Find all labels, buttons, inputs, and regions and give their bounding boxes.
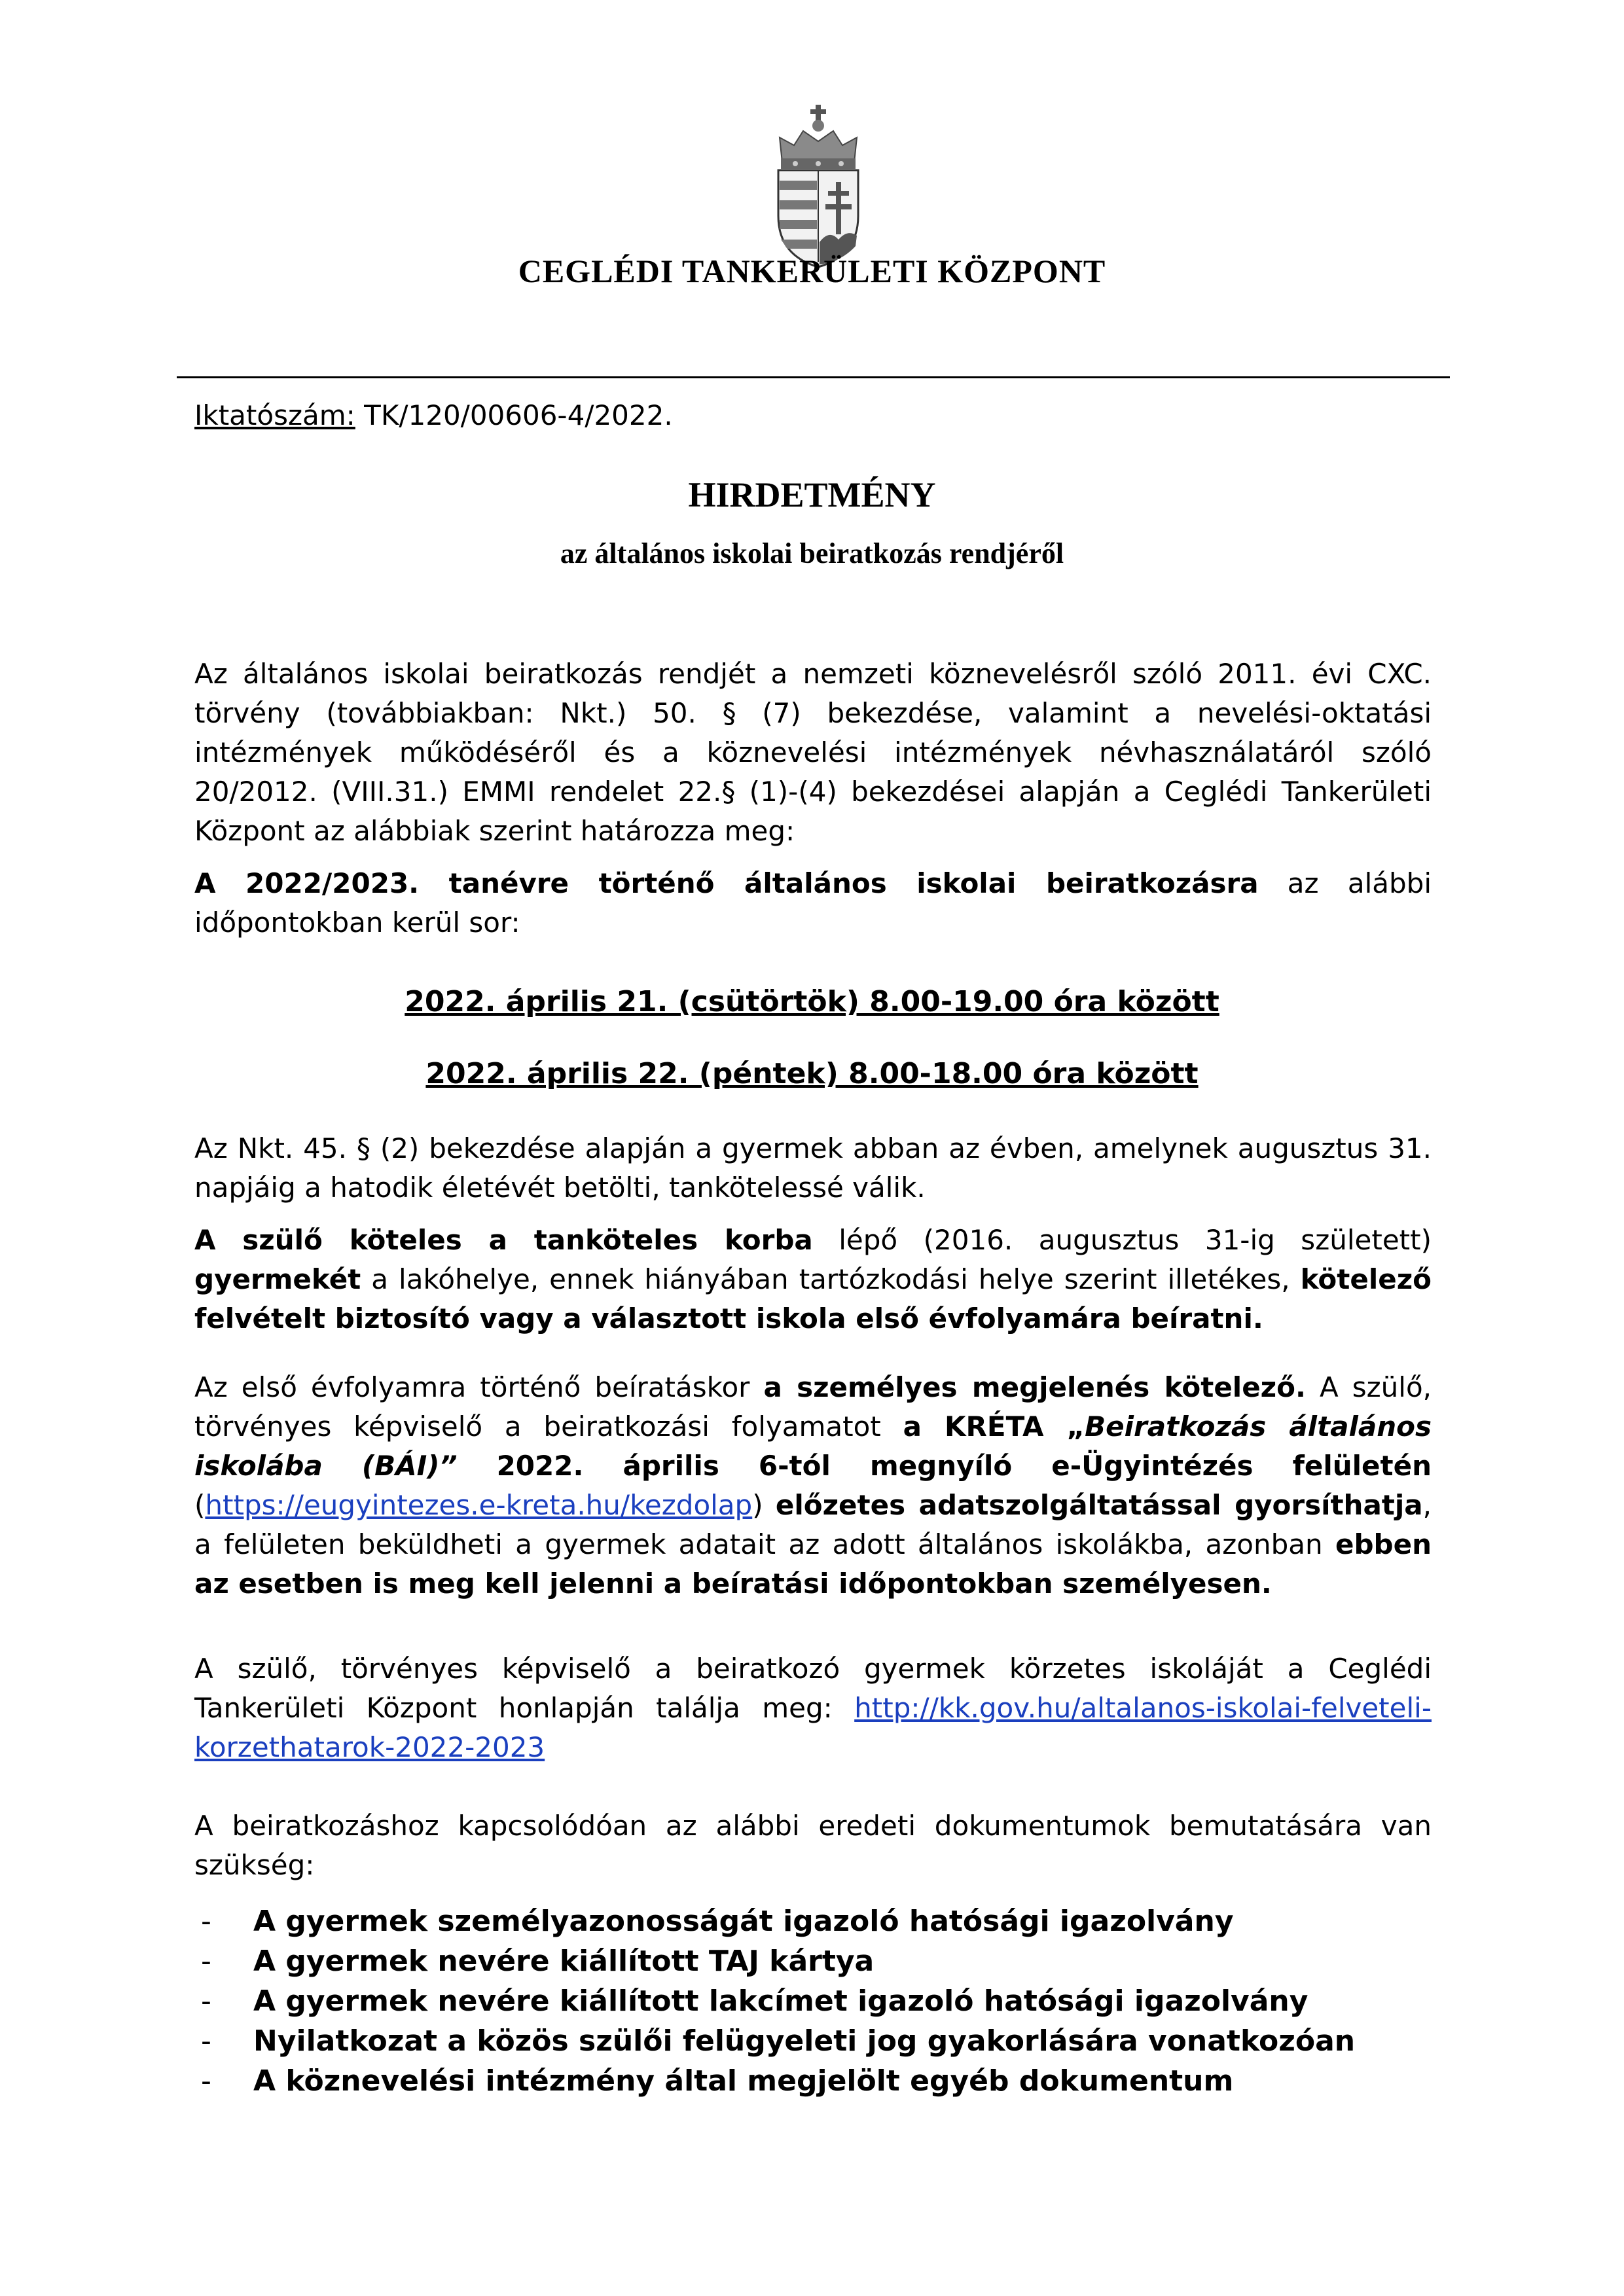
list-dash: - xyxy=(201,1905,211,1938)
organization-name: CEGLÉDI TANKERÜLETI KÖZPONT xyxy=(518,253,1106,289)
parent-duty-bold-3: kötelező felvételt biztosító vagy a választott iskola első évfolyamára beíratni. xyxy=(194,1263,1432,1335)
personal-text-4: ) xyxy=(752,1489,776,1521)
district-text: A szülő, törvényes képviselő a beiratkozó gyermek körzetes iskoláját a Ceglédi Tankerületi Központ honlapján találja meg: xyxy=(194,1653,1432,1724)
personal-text-1: Az első évfolyamra történő beíratáskor xyxy=(194,1371,764,1403)
list-item xyxy=(201,1941,1355,1981)
district-link[interactable]: http://kk.gov.hu/altalanos-iskolai-felveteli-korzethatarok-2022-2023 xyxy=(194,1692,1432,1763)
list-item-text: A köznevelési intézmény által megjelölt egyéb dokumentum xyxy=(253,2064,1234,2098)
district-paragraph xyxy=(194,1649,1432,1767)
personal-bold-italic: Beiratkozás általános iskolába (BÁI)” xyxy=(194,1410,1432,1482)
list-dash: - xyxy=(201,1945,211,1978)
personal-bold-3: 2022. április 6-tól megnyíló e-Ügyintézés felületén xyxy=(457,1450,1432,1482)
enrollment-date-2: 2022. április 22. (péntek) 8.00-18.00 óra között xyxy=(425,1057,1199,1090)
list-dash: - xyxy=(201,2064,211,2098)
intro-paragraph: Az általános iskolai beiratkozás rendjét a nemzeti köznevelésről szóló 2011. évi CXC. törvény (továbbiakban: Nkt.) 50. § (7) bekezdése, valamint a nevelési-oktatási intézmények működéséről és a köznevelési intézmények névhasználatáról szóló 20/2012. (VIII.31.) EMMI rendelet 22.§ (1)-(4) bekezdései alapján a Ceglédi Tankerületi Központ az alábbiak szerint határozza meg: xyxy=(194,658,1432,847)
list-dash: - xyxy=(201,2024,211,2058)
list-item xyxy=(201,2061,1355,2101)
reference-label: Iktatószám: xyxy=(194,399,355,431)
reference-value: TK/120/00606-4/2022. xyxy=(355,399,673,431)
personal-text-3: ( xyxy=(194,1489,206,1521)
parent-duty-text-1: lépő (2016. augusztus 31-ig született) xyxy=(812,1224,1432,1256)
schedule-intro-rest: az alábbi időpontokban kerül sor: xyxy=(194,867,1432,939)
personal-text-2: A szülő, törvényes képviselő a beiratkozási folyamatot xyxy=(194,1371,1432,1443)
enrollment-date-1: 2022. április 21. (csütörtök) 8.00-19.00 óra között xyxy=(405,985,1219,1018)
header-divider xyxy=(177,376,1450,378)
documents-intro-paragraph: A beiratkozáshoz kapcsolódóan az alábbi eredeti dokumentumok bemutatására van szükség: xyxy=(194,1810,1432,1881)
list-item-text: Nyilatkozat a közös szülői felügyeleti jog gyakorlására vonatkozóan xyxy=(253,2024,1356,2058)
document-title: HIRDETMÉNY xyxy=(688,475,936,514)
list-dash: - xyxy=(201,1984,211,2018)
personal-bold-5: ebben az esetben is meg kell jelenni a beíratási időpontokban személyesen. xyxy=(194,1528,1432,1600)
personal-appearance-paragraph xyxy=(194,1368,1432,1604)
personal-text-5: , a felületen beküldheti a gyermek adatait az adott általános iskolákba, azonban xyxy=(194,1489,1432,1560)
list-item-text: A gyermek nevére kiállított lakcímet igazoló hatósági igazolvány xyxy=(253,1984,1308,2018)
personal-bold-2: a KRÉTA „ xyxy=(903,1410,1085,1443)
list-item-text: A gyermek nevére kiállított TAJ kártya xyxy=(253,1945,875,1978)
list-item xyxy=(201,1901,1355,1941)
parent-duty-bold-1: A szülő köteles a tanköteles korba xyxy=(194,1224,813,1256)
reference-number xyxy=(194,396,1432,435)
schedule-intro-paragraph xyxy=(194,864,1432,942)
required-documents-list xyxy=(201,1901,1355,2101)
list-item xyxy=(201,1981,1355,2021)
personal-bold-4: előzetes adatszolgáltatással gyorsíthatja xyxy=(775,1489,1423,1521)
list-item-text: A gyermek személyazonosságát igazoló hatósági igazolvány xyxy=(253,1905,1234,1938)
age-rule-paragraph: Az Nkt. 45. § (2) bekezdése alapján a gyermek abban az évben, amelynek augusztus 31. napjáig a hatodik életévét betölti, tankötelessé válik. xyxy=(194,1132,1432,1204)
kreta-link[interactable]: https://eugyintezes.e-kreta.hu/kezdolap xyxy=(205,1489,753,1521)
schedule-intro-bold: A 2022/2023. tanévre történő általános iskolai beiratkozásra xyxy=(194,867,1259,899)
parent-duty-paragraph xyxy=(194,1221,1432,1338)
personal-bold-1: a személyes megjelenés kötelező. xyxy=(763,1371,1306,1403)
document-subtitle: az általános iskolai beiratkozás rendjéről xyxy=(560,537,1064,569)
parent-duty-bold-2: gyermekét xyxy=(194,1263,361,1295)
parent-duty-text-2: a lakóhelye, ennek hiányában tartózkodási helye szerint illetékes, xyxy=(361,1263,1301,1295)
coat-of-arms-logo xyxy=(769,105,867,268)
list-item xyxy=(201,2021,1355,2061)
